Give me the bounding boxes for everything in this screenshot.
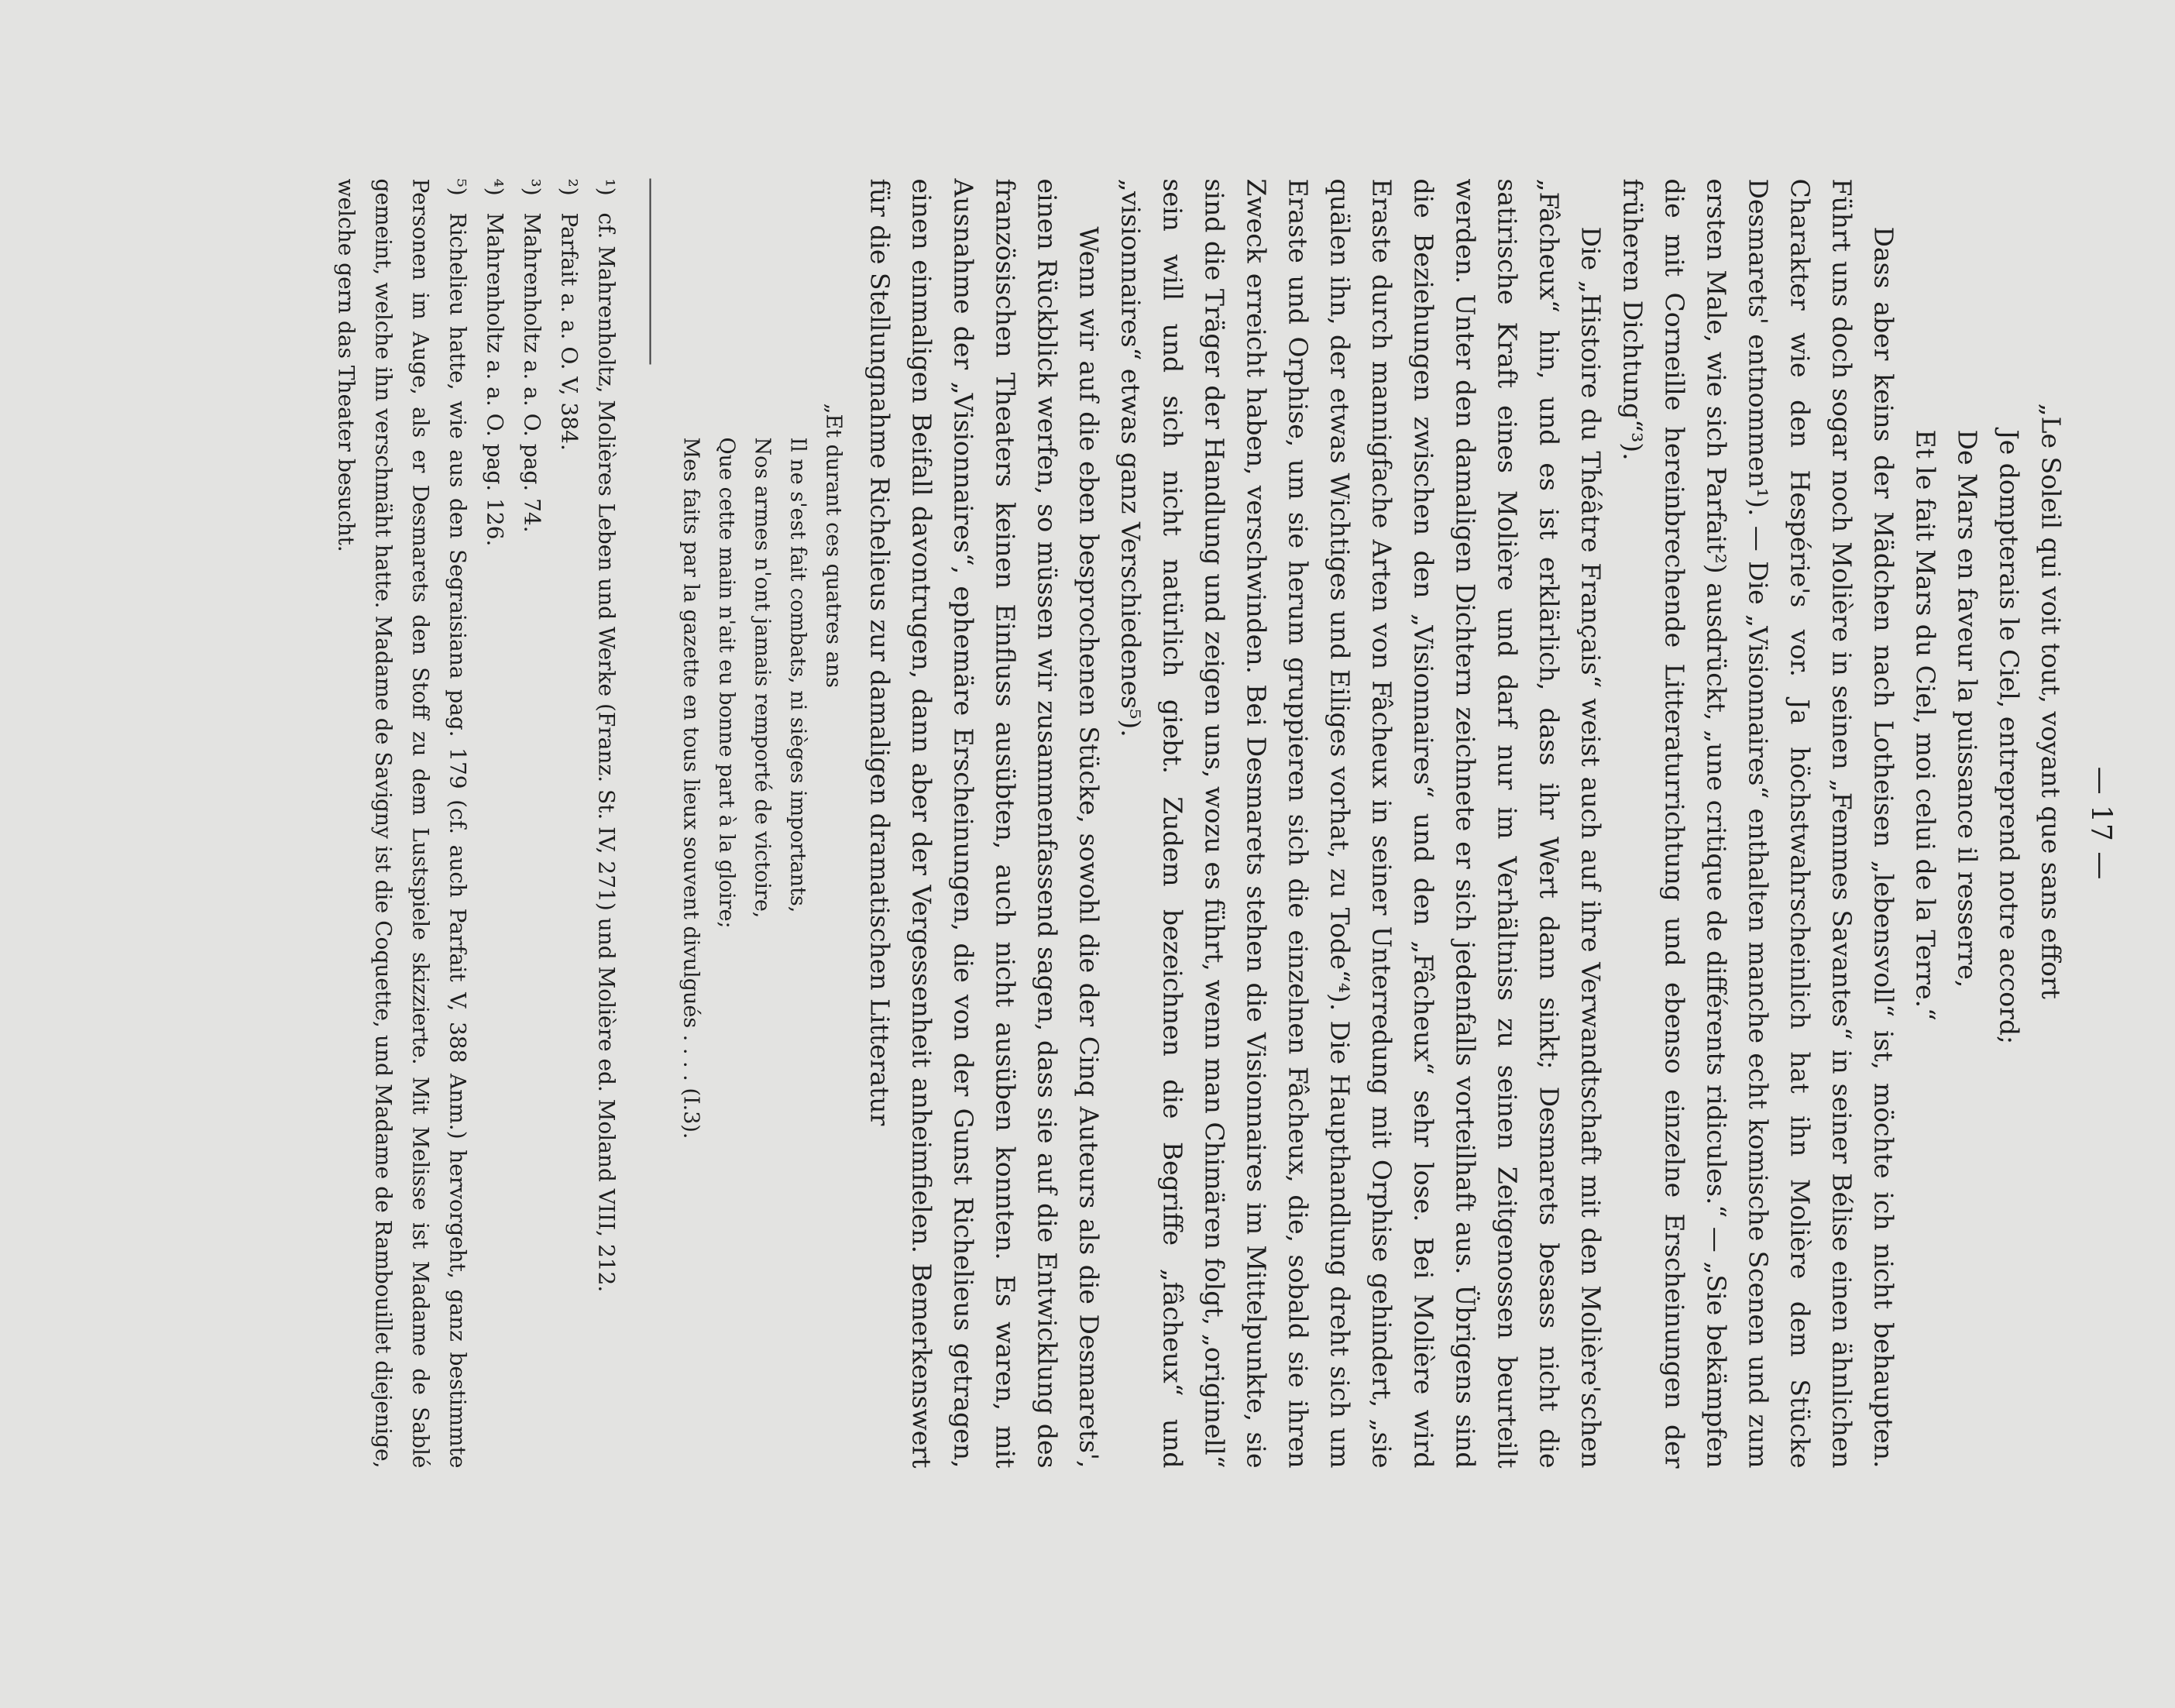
quoted-verse-line: Mes faits par la gazette en tous lieux souvent divulgués . . . . (I.3). xyxy=(679,437,703,1139)
footnote-divider xyxy=(649,178,651,364)
paragraph: Dass aber keins der Mädchen nach Lotheisen „lebensvoll“ ist, möchte ich nicht behaupten. Führt uns doch sogar noch Molière in seinen „Femmes Savantes“ in seiner Bélise einen ähnlichen Charakter wie den Hespérie's vor. Ja höchstwahrscheinlich hat ihn Molière dem Stücke Desmarets' entnommen¹). — Die „Visionnaires“ enthalten manche echt komische Scenen und zum ersten Male, wie sich Parfait²) ausdrückt, „une critique de différents ridicules.“ — „Sie bekämpfen die mit Corneille hereinbrechende Litteraturrichtung und ebenso einzelne Erscheinungen der früheren Dichtung“³). xyxy=(1617,178,1898,1468)
verse-line: De Mars en faveur la puissance il resserre, xyxy=(1952,429,1982,988)
footnote-number: ³) xyxy=(519,178,545,196)
quoted-verse-line: Nos armes n'ont jamais remporté de victoire, xyxy=(750,437,774,918)
paragraph: Wenn wir auf die eben besprochenen Stücke, sowohl die der Cinq Auteurs als die Desmarets', einen Rückblick werfen, so müssen wir zusammenfassend sagen, dass sie auf die Entwicklung des französischen Theaters keinen Einfluss ausübten, auch nicht ausüben konnten. Es waren, mit Ausnahme der „Visionnaires“, ephemäre Erscheinungen, die von der Gunst Richelieus getragen, einen einmaligen Beifall davontrugen, dann aber der Vergessenheit anheimfielen. Bemerkenswert für die Stellungnahme Richelieus zur damaligen dramatischen Litteratur xyxy=(864,178,1104,1468)
verse-line: Et le fait Mars du Ciel, moi celui de la Terre.“ xyxy=(1910,429,1940,1021)
footnote-number: ¹) xyxy=(593,178,619,196)
verse-block xyxy=(1904,403,2071,1468)
footnote-number: ⁵) xyxy=(445,178,470,196)
quoted-verse xyxy=(672,403,850,1468)
footnote-number: ⁴) xyxy=(482,178,507,196)
footnote xyxy=(327,178,476,1468)
quoted-verse-line: Il ne s'est fait combats, ni sièges importants, xyxy=(785,437,809,912)
footnote-text: cf. Mahrenholtz, Molières Leben und Werke (Franz. St. IV, 271) und Molière ed. Moland VIII, 212. xyxy=(593,212,619,1292)
quoted-verse-line: Que cette main n'ait eu bonne part à la gloire; xyxy=(714,437,738,929)
page-number: — 17 — xyxy=(2084,766,2116,880)
footnote xyxy=(587,178,624,1468)
footnote xyxy=(550,178,587,1468)
footnote xyxy=(513,178,550,1468)
footnote xyxy=(476,178,513,1468)
verse-line: „Le Soleil qui voit tout, voyant que sans effort xyxy=(2036,403,2066,999)
footnote-text: Richelieu hatte, wie aus den Segraisiana pag. 179 (cf. auch Parfait V, 388 Anm.) hervorgeht, ganz bestimmte Personen im Auge, als er Desmarets den Stoff zu dem Lustspiele skizzierte. Mit Melisse ist Madame de Sablé gemeint, welche ihn verschmäht hatte. Madame de Savigny ist die Coquette, und Madame de Rambouillet diejenige, welche gern das Theater besucht. xyxy=(333,178,470,1468)
verse-line: Je dompterais le Ciel, entreprend notre accord; xyxy=(1994,429,2024,1044)
paragraph: Die „Histoire du Théâtre Français“ weist auch auf ihre Verwandtschaft mit den Molière'schen „Fâcheux“ hin, und es ist erklärlich, dass ihr Wert dann sinkt; Desmarets besass nicht die satirische Kraft eines Molière und darf nur im Verhältniss zu seinen Zeitgenossen beurteilt werden. Unter den damaligen Dichtern zeichnete er sich jedenfalls vorteilhaft aus. Übrigens sind die Beziehungen zwischen den „Visionnaires“ und den „Fâcheux“ sehr lose. Bei Molière wird Eraste durch mannigfache Arten von Fâcheux in seiner Unterredung mit Orphise gehindert, „sie quälen ihn, der etwas Wichtiges und Eiliges vorhat, zu Tode“⁴). Die Haupthandlung dreht sich um Eraste und Orphise, um sie herum gruppieren sich die einzelnen Fâcheux, die, sobald sie ihren Zweck erreicht haben, verschwinden. Bei Desmarets stehen die Visionnaires im Mittelpunkte, sie sind die Träger der Handlung und zeigen uns, wozu es führt, wenn man Chimären folgt, „originell“ sein will und sich nicht natürlich giebt. Zudem bezeichnen die Begriffe „fâcheux“ und „visionnaires“ etwas ganz Verschiedenes⁵). xyxy=(1115,178,1606,1468)
footnote-text: Mahrenholtz a. a. O. pag. 74. xyxy=(519,212,545,533)
footnote-number: ²) xyxy=(556,178,582,196)
page-body xyxy=(327,178,2121,1468)
footnote-text: Mahrenholtz a. a. O. pag. 126. xyxy=(482,212,507,546)
footnote-text: Parfait a. a. O. V, 384. xyxy=(556,212,582,451)
quoted-verse-line: „Et durant ces quatres ans xyxy=(821,403,845,688)
footnotes xyxy=(327,178,624,1468)
